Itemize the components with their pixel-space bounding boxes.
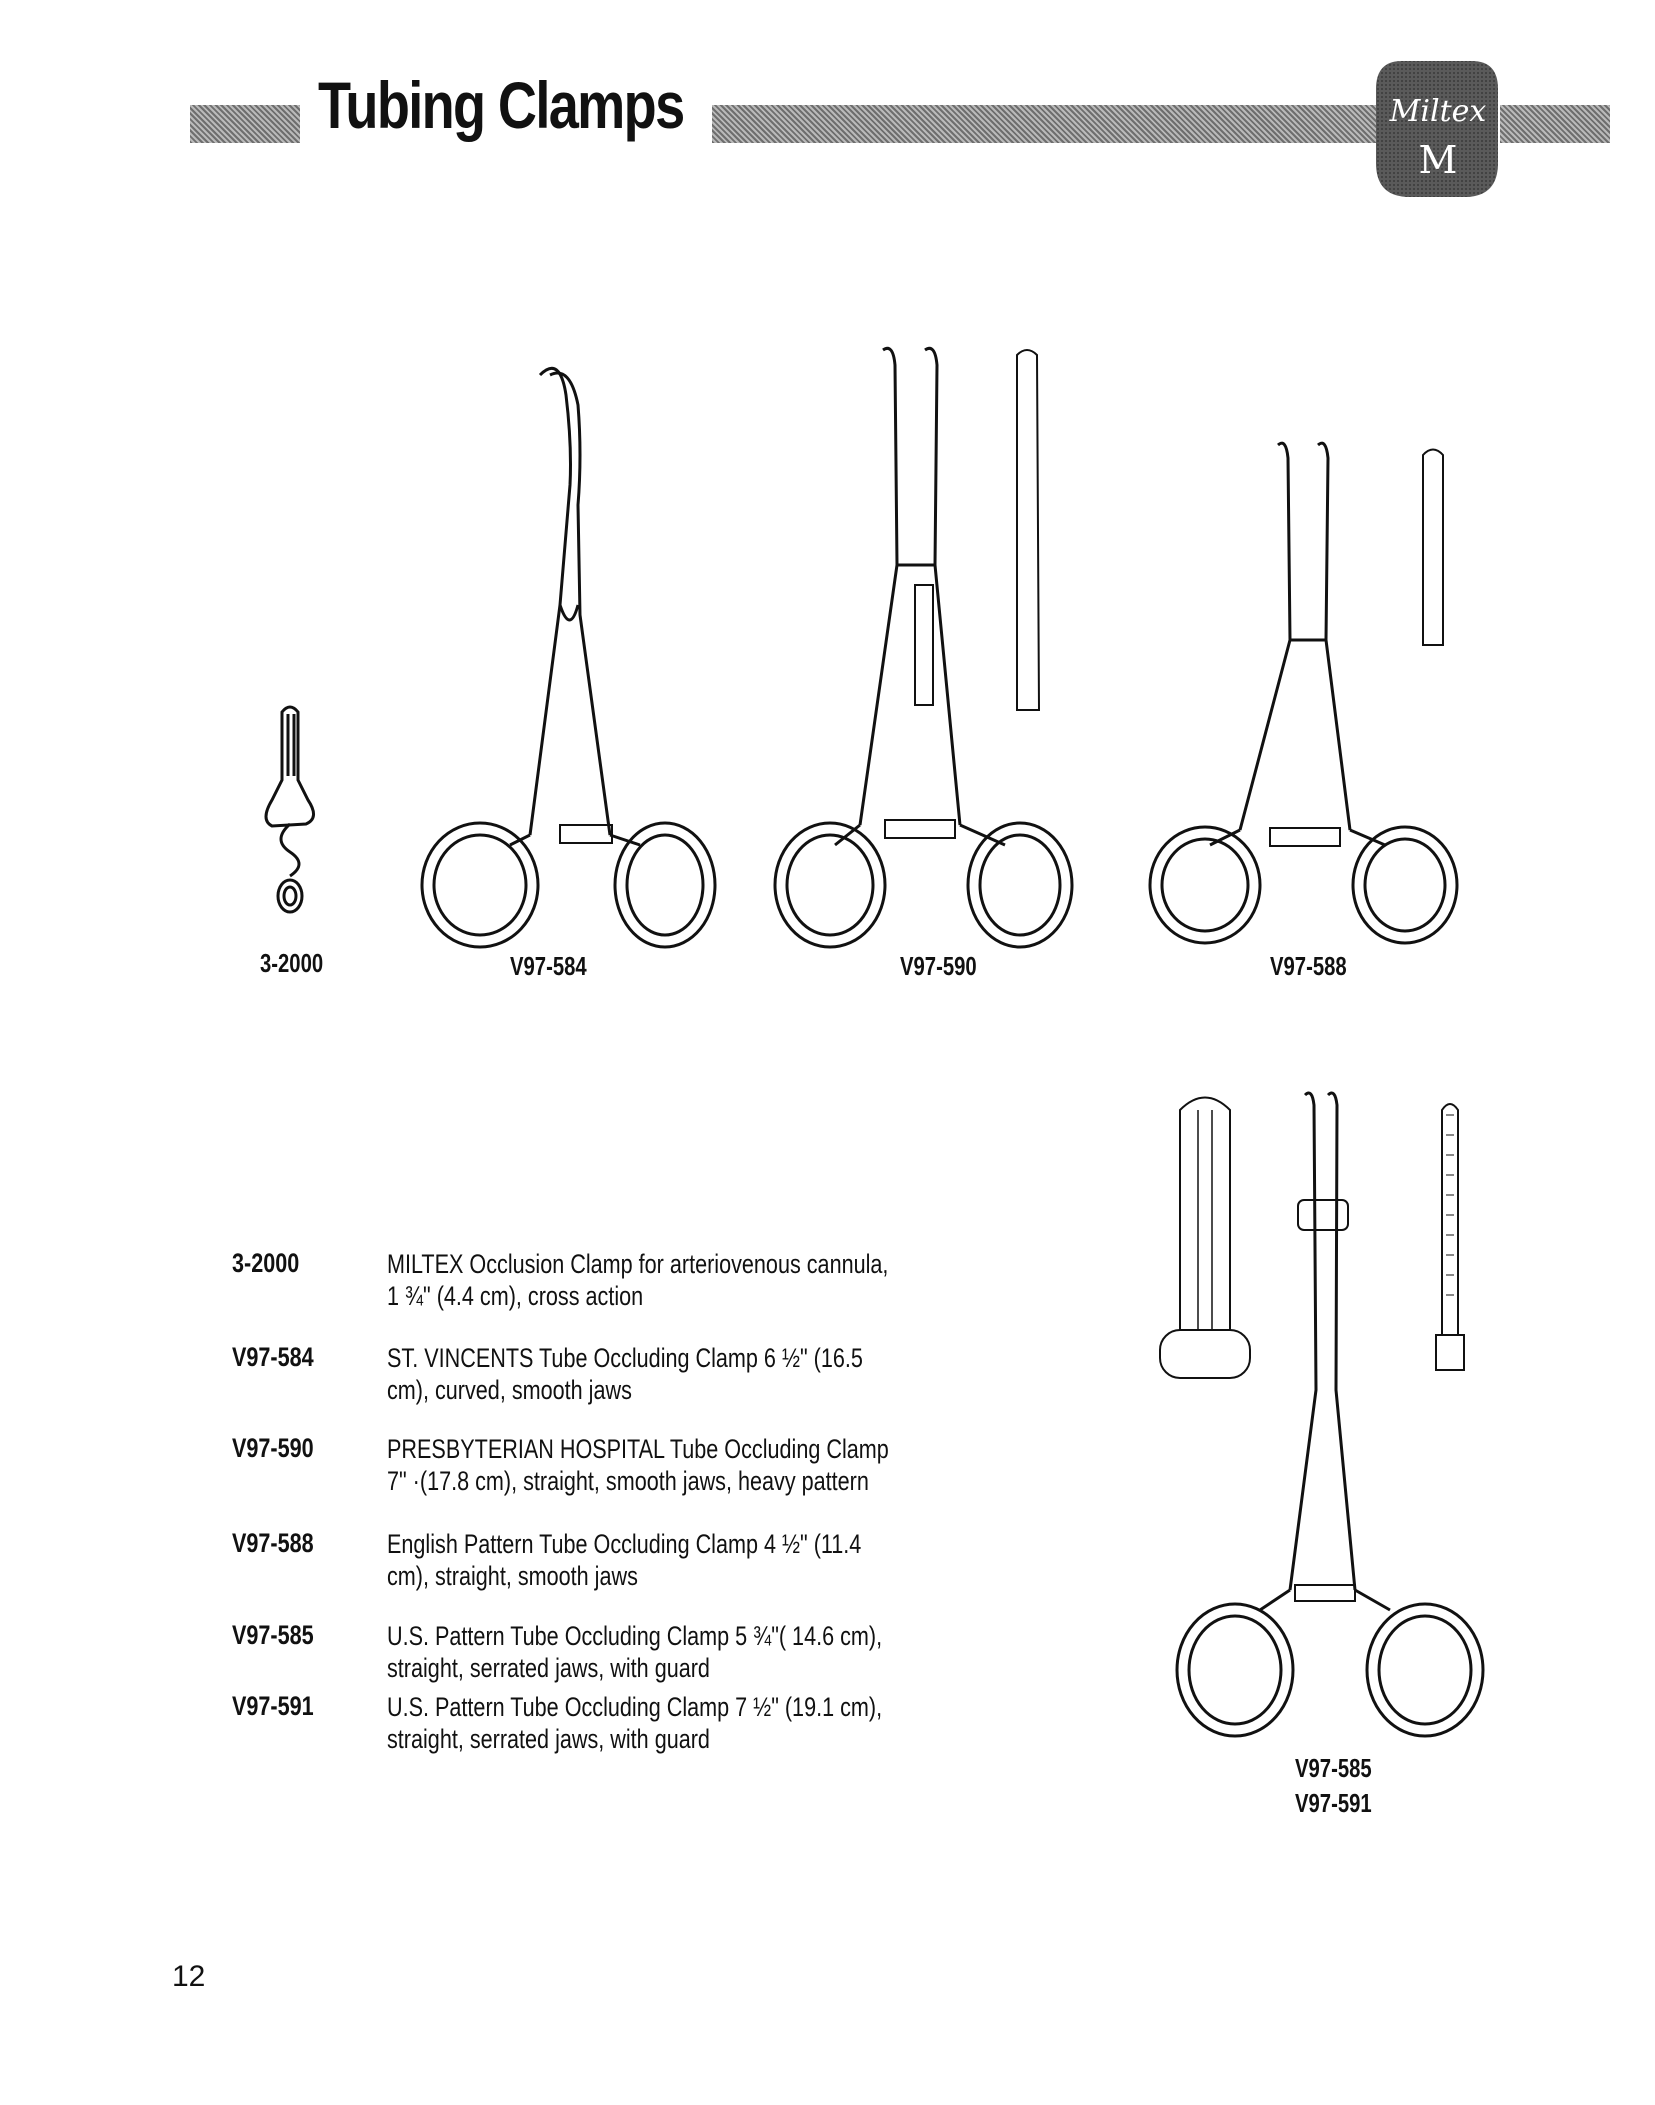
logo-wordmark: Miltex [1389,94,1487,129]
page-number: 12 [172,1960,206,1993]
figure-label-V97-590: V97-590 [900,951,977,981]
figure-label-V97-588: V97-588 [1270,951,1347,981]
figure-label-3-2000: 3-2000 [260,948,324,978]
figure-3-2000 [250,700,340,978]
page-header [0,0,1655,200]
product-code: V97-588 [232,1528,314,1558]
figure-label-V97-591: V97-591 [1295,1788,1372,1818]
product-code: V97-584 [232,1342,314,1372]
us-pattern-clamp-illustration [1150,1090,1500,1770]
jaw-profile-detail [1423,450,1443,646]
product-code: V97-590 [232,1433,314,1463]
jaw-profile-detail [1017,350,1039,710]
product-description: MILTEX Occlusion Clamp for arteriovenous cannula, 1 ¾" (4.4 cm), cross action [387,1249,889,1311]
figure-label-V97-585: V97-585 [1295,1753,1372,1783]
product-description: PRESBYTERIAN HOSPITAL Tube Occluding Clamp 7" ·(17.8 cm), straight, smooth jaws, heavy pattern [387,1434,889,1496]
product-description: U.S. Pattern Tube Occluding Clamp 7 ½" (19.1 cm), straight, serrated jaws, with guard [387,1692,883,1754]
occlusion-clamp-illustration [250,700,340,940]
figure-V97-590 [765,345,1105,981]
miltex-logo [1372,55,1502,200]
figure-label-V97-584: V97-584 [510,951,587,981]
product-code: 3-2000 [232,1248,300,1278]
figure-V97-588 [1140,440,1470,981]
product-code: V97-585 [232,1620,314,1650]
header-bar-left [190,105,300,143]
straight-heavy-clamp-illustration [765,345,1105,955]
header-bar-middle [712,105,1380,143]
product-code: V97-591 [232,1691,314,1721]
logo-monogram: M [1418,138,1458,182]
english-pattern-clamp-illustration [1140,440,1470,955]
figure-V97-585-V97-591 [1150,1090,1500,1835]
figure-V97-584 [410,355,730,981]
product-description: ST. VINCENTS Tube Occluding Clamp 6 ½" (16.5 cm), curved, smooth jaws [387,1343,863,1405]
curved-clamp-illustration [410,355,730,955]
product-description: English Pattern Tube Occluding Clamp 4 ½" (11.4 cm), straight, smooth jaws [387,1529,862,1591]
header-bar-right [1500,105,1610,143]
product-description: U.S. Pattern Tube Occluding Clamp 5 ¾"( 14.6 cm), straight, serrated jaws, with guard [387,1621,883,1683]
page-title: Tubing Clamps [318,68,684,142]
